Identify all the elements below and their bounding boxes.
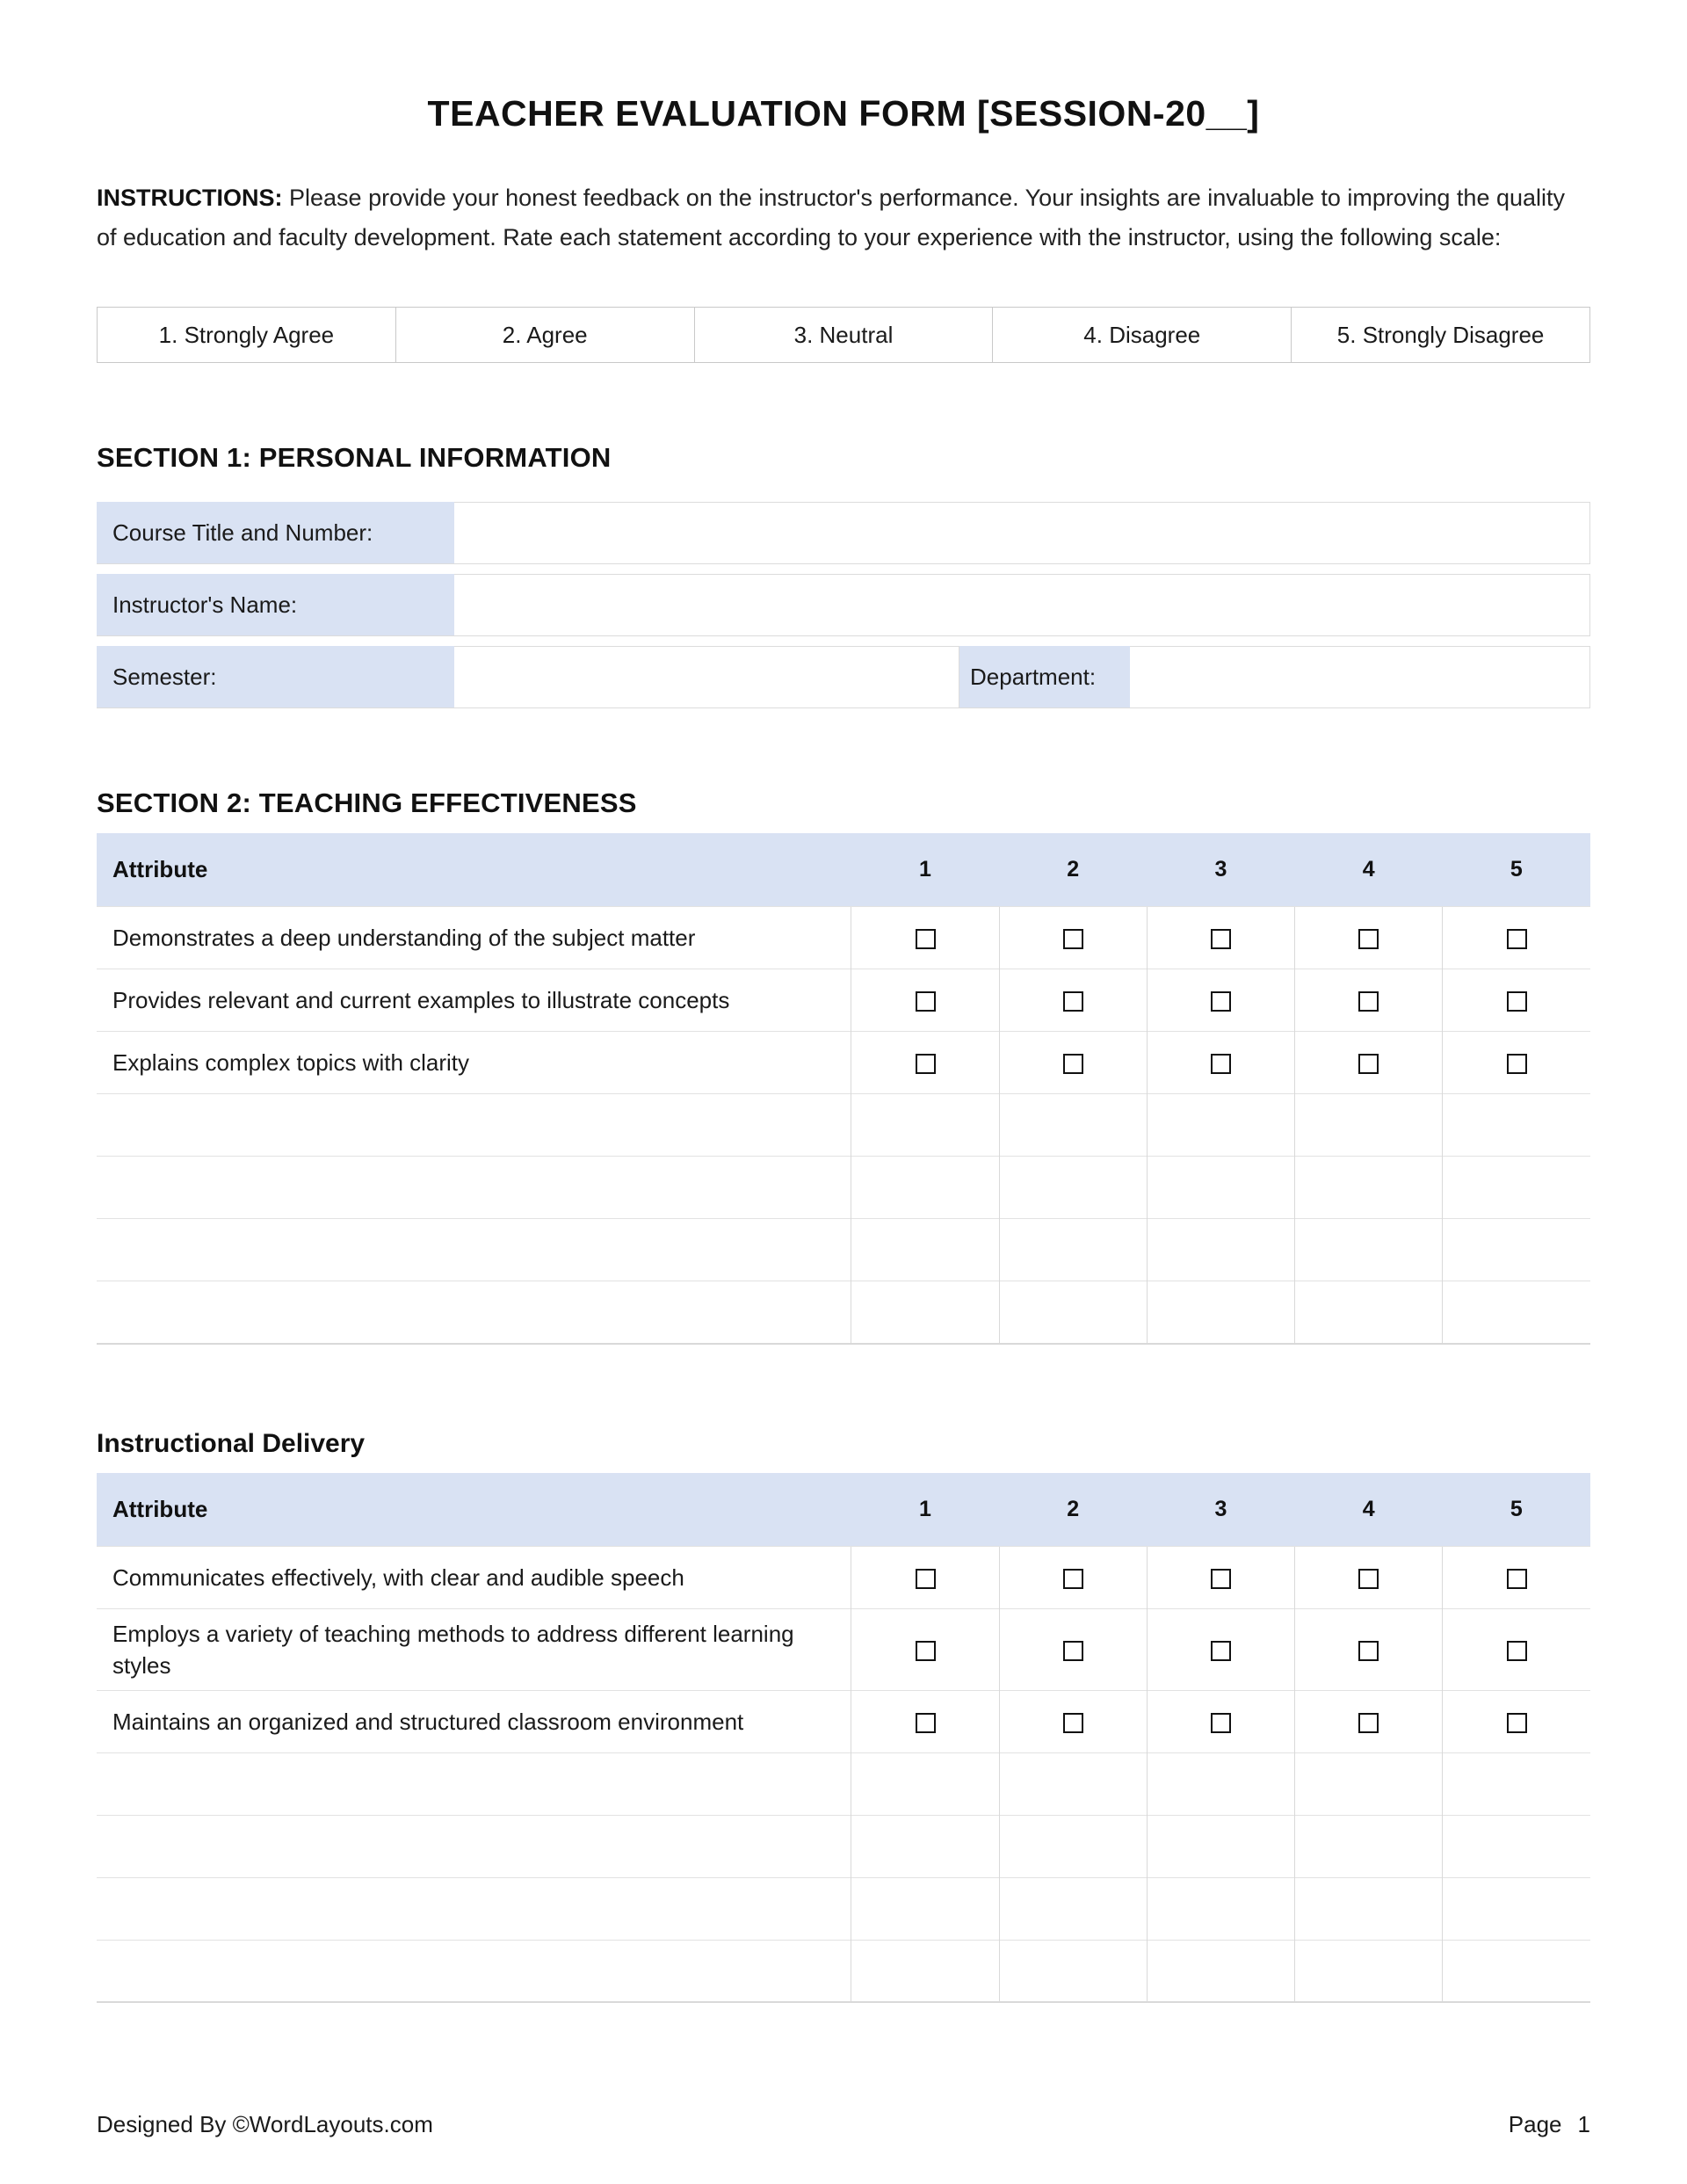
attribute-cell xyxy=(97,1281,851,1344)
table-row xyxy=(97,969,1590,1032)
rating-cell-3 xyxy=(1147,1219,1294,1281)
rating-cell-3 xyxy=(1147,1032,1294,1094)
rating-cell-2 xyxy=(999,969,1147,1032)
rating-checkbox[interactable] xyxy=(1507,1569,1527,1589)
attribute-cell: Demonstrates a deep understanding of the subject matter xyxy=(97,907,851,969)
rating-scale-legend xyxy=(97,307,1590,363)
footer-page-number: 1 xyxy=(1577,2111,1590,2137)
rating-cell-4 xyxy=(1295,969,1443,1032)
footer-credit: Designed By ©WordLayouts.com xyxy=(97,2111,433,2137)
rating-cell-5 xyxy=(1443,1752,1590,1815)
rating-checkbox[interactable] xyxy=(1063,929,1083,949)
rating-cell-2 xyxy=(999,1281,1147,1344)
attribute-cell xyxy=(97,1094,851,1157)
rating-cell-1 xyxy=(851,1281,999,1344)
table-row-empty xyxy=(97,1157,1590,1219)
page-title: TEACHER EVALUATION FORM [SESSION-20__] xyxy=(427,93,1260,134)
scale-item-disagree: 4. Disagree xyxy=(993,308,1292,362)
rating-checkbox[interactable] xyxy=(1358,1641,1379,1661)
attribute-cell xyxy=(97,1752,851,1815)
rating-cell-4 xyxy=(1295,1608,1443,1690)
rating-cell-1 xyxy=(851,1690,999,1752)
rating-cell-4 xyxy=(1295,1940,1443,2002)
semester-input[interactable] xyxy=(454,646,959,707)
attribute-cell xyxy=(97,1815,851,1877)
page-footer xyxy=(97,2111,1590,2138)
rating-cell-3 xyxy=(1147,969,1294,1032)
rating-cell-3 xyxy=(1147,1877,1294,1940)
rating-checkbox[interactable] xyxy=(1358,929,1379,949)
rating-cell-2 xyxy=(999,907,1147,969)
rating-cell-1 xyxy=(851,1752,999,1815)
rating-cell-1 xyxy=(851,1094,999,1157)
attribute-cell xyxy=(97,1157,851,1219)
rating-checkbox[interactable] xyxy=(1358,1713,1379,1733)
table-row-empty xyxy=(97,1281,1590,1344)
section2-heading: SECTION 2: TEACHING EFFECTIVENESS xyxy=(97,787,637,818)
rating-checkbox[interactable] xyxy=(1211,991,1231,1012)
scale-item-neutral: 3. Neutral xyxy=(695,308,994,362)
rating-checkbox[interactable] xyxy=(1507,1713,1527,1733)
table-row-empty xyxy=(97,1940,1590,2002)
footer-page-indicator xyxy=(1509,2111,1590,2138)
attribute-column-header: Attribute xyxy=(97,1473,851,1547)
rating-column-header-3: 3 xyxy=(1147,833,1294,907)
rating-cell-5 xyxy=(1443,907,1590,969)
rating-checkbox[interactable] xyxy=(916,1054,936,1074)
rating-cell-2 xyxy=(999,1877,1147,1940)
rating-cell-2 xyxy=(999,1157,1147,1219)
rating-cell-4 xyxy=(1295,1219,1443,1281)
rating-cell-2 xyxy=(999,1608,1147,1690)
rating-cell-1 xyxy=(851,1546,999,1608)
course-title-input[interactable] xyxy=(454,502,1590,563)
rating-cell-1 xyxy=(851,1815,999,1877)
table-row xyxy=(97,1546,1590,1608)
scale-item-agree: 2. Agree xyxy=(396,308,695,362)
instructional-delivery-heading: Instructional Delivery xyxy=(97,1428,366,1458)
rating-cell-5 xyxy=(1443,1094,1590,1157)
rating-checkbox[interactable] xyxy=(1063,1713,1083,1733)
rating-checkbox[interactable] xyxy=(1063,1569,1083,1589)
rating-checkbox[interactable] xyxy=(1507,991,1527,1012)
personal-info-table xyxy=(97,502,1590,708)
rating-column-header-5: 5 xyxy=(1443,1473,1590,1547)
rating-cell-3 xyxy=(1147,1157,1294,1219)
table-header-row xyxy=(97,1473,1590,1547)
rating-cell-1 xyxy=(851,1877,999,1940)
instructions-paragraph xyxy=(97,178,1590,258)
table-row-empty xyxy=(97,1219,1590,1281)
rating-column-header-2: 2 xyxy=(999,833,1147,907)
rating-cell-2 xyxy=(999,1219,1147,1281)
rating-cell-5 xyxy=(1443,1219,1590,1281)
rating-checkbox[interactable] xyxy=(1358,991,1379,1012)
rating-checkbox[interactable] xyxy=(916,1641,936,1661)
rating-checkbox[interactable] xyxy=(1211,1054,1231,1074)
scale-item-strongly-disagree: 5. Strongly Disagree xyxy=(1336,321,1545,348)
instructions-text: Please provide your honest feedback on the instructor's performance. Your insights are invaluable to improving the quality of education and faculty development. Rate each statement according to your experience with the instructor, using the following scale: xyxy=(97,185,1566,250)
rating-cell-3 xyxy=(1147,1281,1294,1344)
rating-cell-5 xyxy=(1443,1546,1590,1608)
rating-cell-1 xyxy=(851,1219,999,1281)
rating-checkbox[interactable] xyxy=(1211,1641,1231,1661)
attribute-cell xyxy=(97,1940,851,2002)
attribute-cell xyxy=(97,1219,851,1281)
rating-cell-1 xyxy=(851,1608,999,1690)
rating-checkbox[interactable] xyxy=(1063,1641,1083,1661)
rating-checkbox[interactable] xyxy=(1507,929,1527,949)
rating-cell-4 xyxy=(1295,1815,1443,1877)
rating-cell-4 xyxy=(1295,1094,1443,1157)
rating-cell-3 xyxy=(1147,1608,1294,1690)
table-row-empty xyxy=(97,1752,1590,1815)
rating-cell-4 xyxy=(1295,1281,1443,1344)
rating-cell-2 xyxy=(999,1815,1147,1877)
rating-cell-3 xyxy=(1147,907,1294,969)
attribute-cell: Maintains an organized and structured classroom environment xyxy=(97,1690,851,1752)
rating-column-header-4: 4 xyxy=(1295,1473,1443,1547)
attribute-column-header: Attribute xyxy=(97,833,851,907)
rating-cell-5 xyxy=(1443,1940,1590,2002)
table-row-empty xyxy=(97,1815,1590,1877)
table-row-empty xyxy=(97,1877,1590,1940)
rating-cell-2 xyxy=(999,1690,1147,1752)
rating-checkbox[interactable] xyxy=(1063,991,1083,1012)
table-row xyxy=(97,907,1590,969)
section1-heading: SECTION 1: PERSONAL INFORMATION xyxy=(97,442,612,473)
rating-cell-5 xyxy=(1443,969,1590,1032)
rating-cell-2 xyxy=(999,1940,1147,2002)
rating-cell-3 xyxy=(1147,1815,1294,1877)
instructions-label: INSTRUCTIONS: xyxy=(97,185,283,211)
footer-page-label: Page xyxy=(1508,2111,1562,2137)
rating-cell-2 xyxy=(999,1094,1147,1157)
rating-checkbox[interactable] xyxy=(1063,1054,1083,1074)
rating-column-header-2: 2 xyxy=(999,1473,1147,1547)
rating-checkbox[interactable] xyxy=(1507,1054,1527,1074)
instructor-name-row xyxy=(97,574,1590,636)
rating-cell-1 xyxy=(851,1157,999,1219)
rating-checkbox[interactable] xyxy=(916,991,936,1012)
scale-item-strongly-agree: 1. Strongly Agree xyxy=(98,308,396,362)
table-row xyxy=(97,1690,1590,1752)
rating-cell-4 xyxy=(1295,1546,1443,1608)
instructor-name-label: Instructor's Name: xyxy=(97,574,454,635)
rating-checkbox[interactable] xyxy=(1211,1569,1231,1589)
semester-department-row xyxy=(97,646,1590,708)
department-input[interactable] xyxy=(1130,646,1590,707)
department-label: Department: xyxy=(959,646,1130,707)
rating-cell-4 xyxy=(1295,1690,1443,1752)
rating-checkbox[interactable] xyxy=(1211,1713,1231,1733)
rating-column-header-1: 1 xyxy=(851,833,999,907)
rating-column-header-4: 4 xyxy=(1295,833,1443,907)
table-row-empty xyxy=(97,1094,1590,1157)
rating-cell-2 xyxy=(999,1752,1147,1815)
rating-cell-3 xyxy=(1147,1690,1294,1752)
rating-cell-1 xyxy=(851,969,999,1032)
rating-checkbox[interactable] xyxy=(1507,1641,1527,1661)
attribute-cell: Communicates effectively, with clear and audible speech xyxy=(97,1546,851,1608)
rating-cell-2 xyxy=(999,1546,1147,1608)
instructor-name-input[interactable] xyxy=(454,574,1590,635)
rating-column-header-1: 1 xyxy=(851,1473,999,1547)
rating-cell-5 xyxy=(1443,1157,1590,1219)
rating-cell-3 xyxy=(1147,1546,1294,1608)
instructional-delivery-table xyxy=(97,1473,1590,2004)
rating-cell-5 xyxy=(1443,1032,1590,1094)
rating-cell-1 xyxy=(851,1032,999,1094)
rating-cell-4 xyxy=(1295,1032,1443,1094)
rating-cell-5 xyxy=(1443,1815,1590,1877)
rating-cell-3 xyxy=(1147,1094,1294,1157)
rating-cell-5 xyxy=(1443,1608,1590,1690)
rating-checkbox[interactable] xyxy=(916,929,936,949)
attribute-cell: Explains complex topics with clarity xyxy=(97,1032,851,1094)
rating-cell-4 xyxy=(1295,907,1443,969)
rating-cell-1 xyxy=(851,907,999,969)
course-title-row xyxy=(97,502,1590,564)
rating-cell-3 xyxy=(1147,1940,1294,2002)
semester-label: Semester: xyxy=(97,646,454,707)
rating-checkbox[interactable] xyxy=(1358,1054,1379,1074)
table-row xyxy=(97,1032,1590,1094)
rating-column-header-3: 3 xyxy=(1147,1473,1294,1547)
rating-cell-4 xyxy=(1295,1752,1443,1815)
rating-checkbox[interactable] xyxy=(916,1713,936,1733)
rating-checkbox[interactable] xyxy=(1358,1569,1379,1589)
rating-cell-5 xyxy=(1443,1281,1590,1344)
rating-cell-3 xyxy=(1147,1752,1294,1815)
table-header-row xyxy=(97,833,1590,907)
attribute-cell: Provides relevant and current examples to illustrate concepts xyxy=(97,969,851,1032)
rating-checkbox[interactable] xyxy=(916,1569,936,1589)
rating-cell-5 xyxy=(1443,1690,1590,1752)
attribute-cell xyxy=(97,1877,851,1940)
rating-checkbox[interactable] xyxy=(1211,929,1231,949)
teaching-effectiveness-table xyxy=(97,833,1590,1345)
rating-cell-4 xyxy=(1295,1157,1443,1219)
rating-cell-4 xyxy=(1295,1877,1443,1940)
table-row xyxy=(97,1608,1590,1690)
rating-cell-1 xyxy=(851,1940,999,2002)
rating-column-header-5: 5 xyxy=(1443,833,1590,907)
rating-cell-5 xyxy=(1443,1877,1590,1940)
course-title-label: Course Title and Number: xyxy=(97,502,454,563)
rating-cell-2 xyxy=(999,1032,1147,1094)
attribute-cell: Employs a variety of teaching methods to address different learning styles xyxy=(97,1608,851,1690)
